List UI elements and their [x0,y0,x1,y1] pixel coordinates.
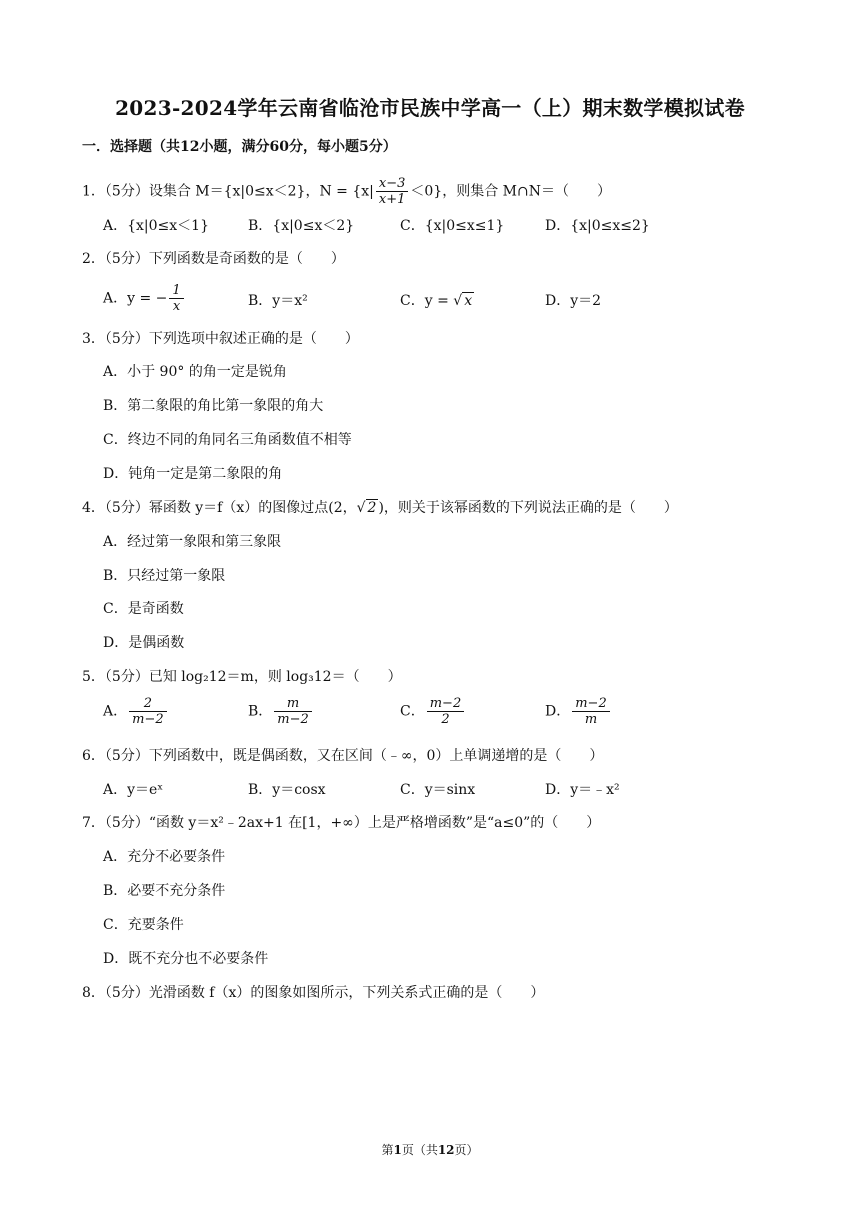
q1-option-d: D．{x|0≤x≤2} [545,218,650,234]
q6-option-b: B．y＝cosx [248,782,326,798]
q3-option-c: C．终边不同的角同名三角函数值不相等 [103,432,352,448]
q5-option-b [248,696,314,727]
q2-a-fraction [169,283,183,314]
footer-total-pages: 12 [437,1143,455,1157]
page-title: 2023-2024学年云南省临沧市民族中学高一（上）期末数学模拟试卷 [115,96,745,120]
q4-sqrt: √ 2 [356,500,377,516]
q3-option-a: A．小于 90° 的角一定是锐角 [103,364,287,380]
q5-b-den: m−2 [277,712,309,727]
q2-a-num: 1 [169,283,183,299]
q5-c-label: C． [400,703,425,720]
q5-b-num: m [274,696,312,712]
page-footer [0,1141,860,1158]
question-7: 7．（5分）“函数 y＝x²﹣2ax+1 在[1，+∞）上是严格增函数”是“a≤0”的（ ） [82,815,601,831]
q4-option-d: D．是偶函数 [103,635,185,651]
q2-a-den: x [172,299,181,314]
q4-stem-a: 4．（5分）幂函数 y＝f（x）的图像过点(2， [82,500,357,516]
q5-option-a [103,696,169,727]
q7-option-a: A．充分不必要条件 [103,849,226,865]
q7-option-b: B．必要不充分条件 [103,883,226,899]
footer-post: 页） [454,1143,479,1157]
q5-d-fraction [572,696,610,727]
q1-frac-num: x−3 [376,176,409,192]
q6-option-a: A．y＝eˣ [103,782,164,798]
q3-option-b: B．第二象限的角比第一象限的角大 [103,398,324,414]
q4-radicand: 2 [367,500,377,516]
section-heading: 一．选择题（共12小题，满分60分，每小题5分） [82,139,397,155]
question-4 [82,497,678,517]
q2-a-prefix: A．y = − [103,290,168,307]
q1-stem-c: ＜0}，则集合 M∩N＝（ ） [410,183,611,200]
q1-stem-a: 1．（5分）设集合 M＝{x|0≤x＜2}， [82,183,320,200]
q2-option-a [103,283,186,314]
q2-c-sqrt: √ x [453,293,473,309]
q1-option-c: C．{x|0≤x≤1} [400,218,505,234]
q1-option-a: A．{x|0≤x＜1} [103,218,209,234]
q4-option-c: C．是奇函数 [103,601,184,617]
q4-option-a: A．经过第一象限和第三象限 [103,534,282,550]
q4-stem-b: )，则关于该幂函数的下列说法正确的是（ ） [378,500,678,516]
q2-option-d: D．y＝2 [545,293,602,309]
q5-d-num: m−2 [572,696,610,712]
q7-option-d: D．既不充分也不必要条件 [103,951,269,967]
q1-fraction [376,176,409,207]
question-8: 8．（5分）光滑函数 f（x）的图象如图所示，下列关系式正确的是（ ） [82,985,545,1001]
footer-page-number: 1 [393,1143,402,1157]
question-5: 5．（5分）已知 log₂12＝m，则 log₃12＝（ ） [82,669,402,685]
q2-option-c [400,290,474,310]
q5-d-den: m [584,712,598,727]
q5-d-label: D． [545,703,571,720]
q5-c-fraction [427,696,465,727]
question-3: 3．（5分）下列选项中叙述正确的是（ ） [82,331,359,347]
q2-c-radicand: x [464,293,473,309]
q5-option-d [545,696,612,727]
q3-option-d: D．钝角一定是第二象限的角 [103,466,283,482]
q5-c-den: 2 [441,712,450,727]
q5-a-num: 2 [129,696,167,712]
question-2: 2．（5分）下列函数是奇函数的是（ ） [82,251,345,267]
question-1 [82,176,611,207]
q5-b-fraction [274,696,312,727]
q2-c-prefix: C．y = [400,293,454,309]
q5-option-c [400,696,466,727]
q4-option-b: B．只经过第一象限 [103,568,226,584]
q5-a-fraction [129,696,167,727]
q1-option-b: B．{x|0≤x＜2} [248,218,355,234]
footer-pre: 第 [381,1143,394,1157]
q5-c-num: m−2 [427,696,465,712]
q7-option-c: C．充要条件 [103,917,184,933]
q6-option-d: D．y＝﹣x² [545,782,620,798]
footer-mid: 页（共 [401,1143,438,1157]
question-6: 6．（5分）下列函数中，既是偶函数，又在区间（﹣∞，0）上单调递增的是（ ） [82,748,604,764]
q1-frac-den: x+1 [378,192,406,207]
q5-b-label: B． [248,703,273,720]
q2-option-b: B．y＝x² [248,293,308,309]
q6-option-c: C．y＝sinx [400,782,476,798]
q5-a-den: m−2 [132,712,164,727]
q5-a-label: A． [103,703,128,720]
q1-stem-b: N = {x| [319,183,374,200]
